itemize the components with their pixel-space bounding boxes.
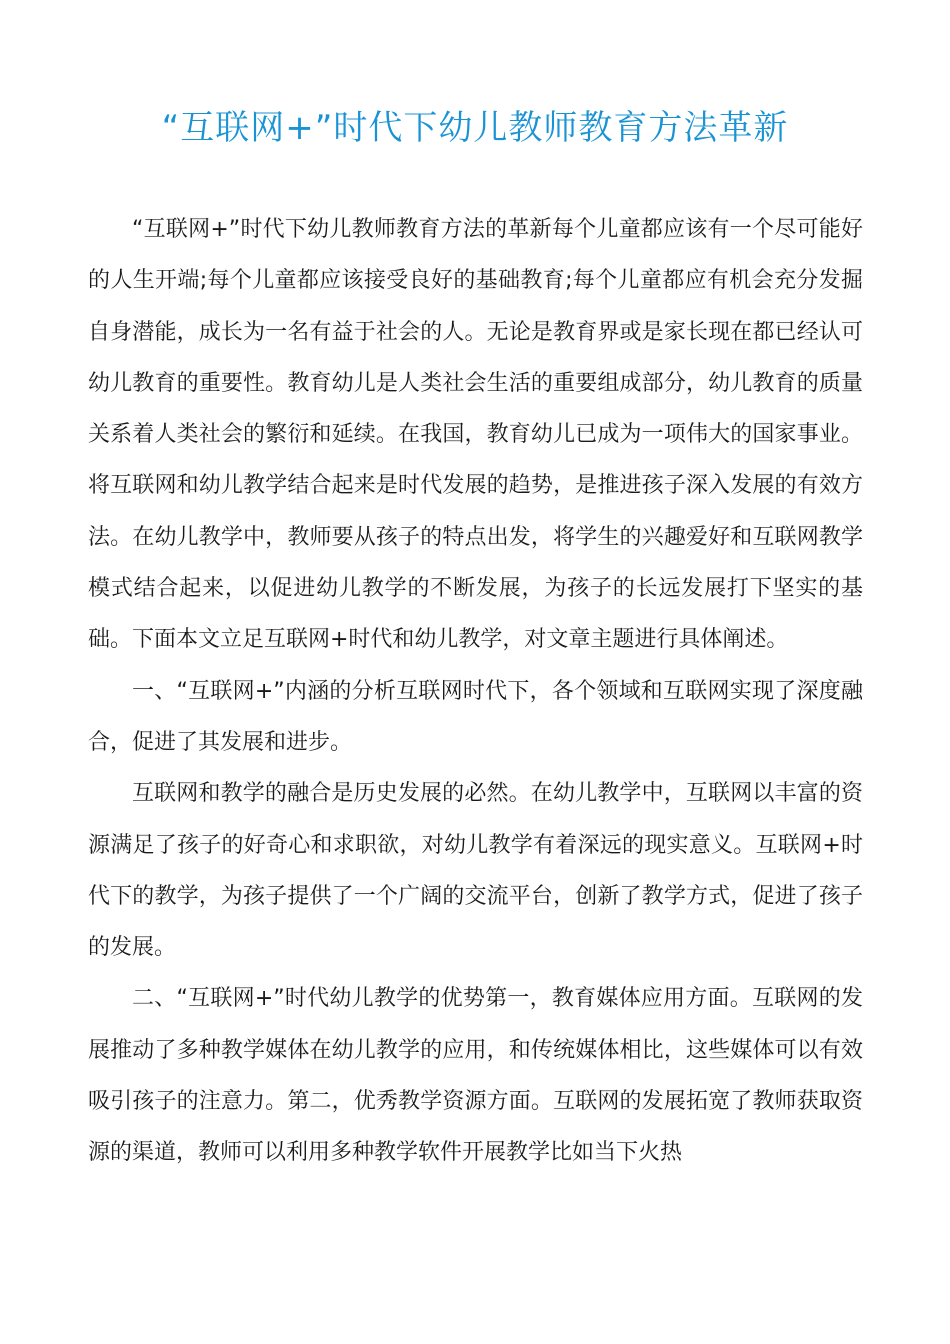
paragraph-section-one-body: 互联网和教学的融合是历史发展的必然。在幼儿教学中，互联网以丰富的资源满足了孩子的好奇心和求职欲，对幼儿教学有着深远的现实意义。互联网+时代下的教学，为孩子提供了一个广阔的交流平台，创新了教学方式，促进了孩子的发展。 bbox=[88, 781, 863, 961]
paragraph-section-two: 二、“互联网+”时代幼儿教学的优势第一，教育媒体应用方面。互联网的发展推动了多种教学媒体在幼儿教学的应用，和传统媒体相比，这些媒体可以有效吸引孩子的注意力。第二，优秀教学资源方面。互联网的发展拓宽了教师获取资源的渠道，教师可以利用多种教学软件开展教学比如当下火热 bbox=[88, 986, 863, 1166]
document-body bbox=[88, 204, 863, 1179]
paragraph-intro: “互联网+”时代下幼儿教师教育方法的革新每个儿童都应该有一个尽可能好的人生开端;每个儿童都应该接受良好的基础教育;每个儿童都应有机会充分发掘自身潜能，成长为一名有益于社会的人。无论是教育界或是家长现在都已经认可幼儿教育的重要性。教育幼儿是人类社会生活的重要组成部分，幼儿教育的质量关系着人类社会的繁衍和延续。在我国，教育幼儿已成为一项伟大的国家事业。将互联网和幼儿教学结合起来是时代发展的趋势，是推进孩子深入发展的有效方法。在幼儿教学中，教师要从孩子的特点出发，将学生的兴趣爱好和互联网教学模式结合起来，以促进幼儿教学的不断发展，为孩子的长远发展打下坚实的基础。下面本文立足互联网+时代和幼儿教学，对文章主题进行具体阐述。 bbox=[88, 217, 863, 653]
paragraph-section-one-heading: 一、“互联网+”内涵的分析互联网时代下，各个领域和互联网实现了深度融合，促进了其发展和进步。 bbox=[88, 678, 863, 755]
page-title: “互联网+”时代下幼儿教师教育方法革新 bbox=[161, 108, 789, 148]
